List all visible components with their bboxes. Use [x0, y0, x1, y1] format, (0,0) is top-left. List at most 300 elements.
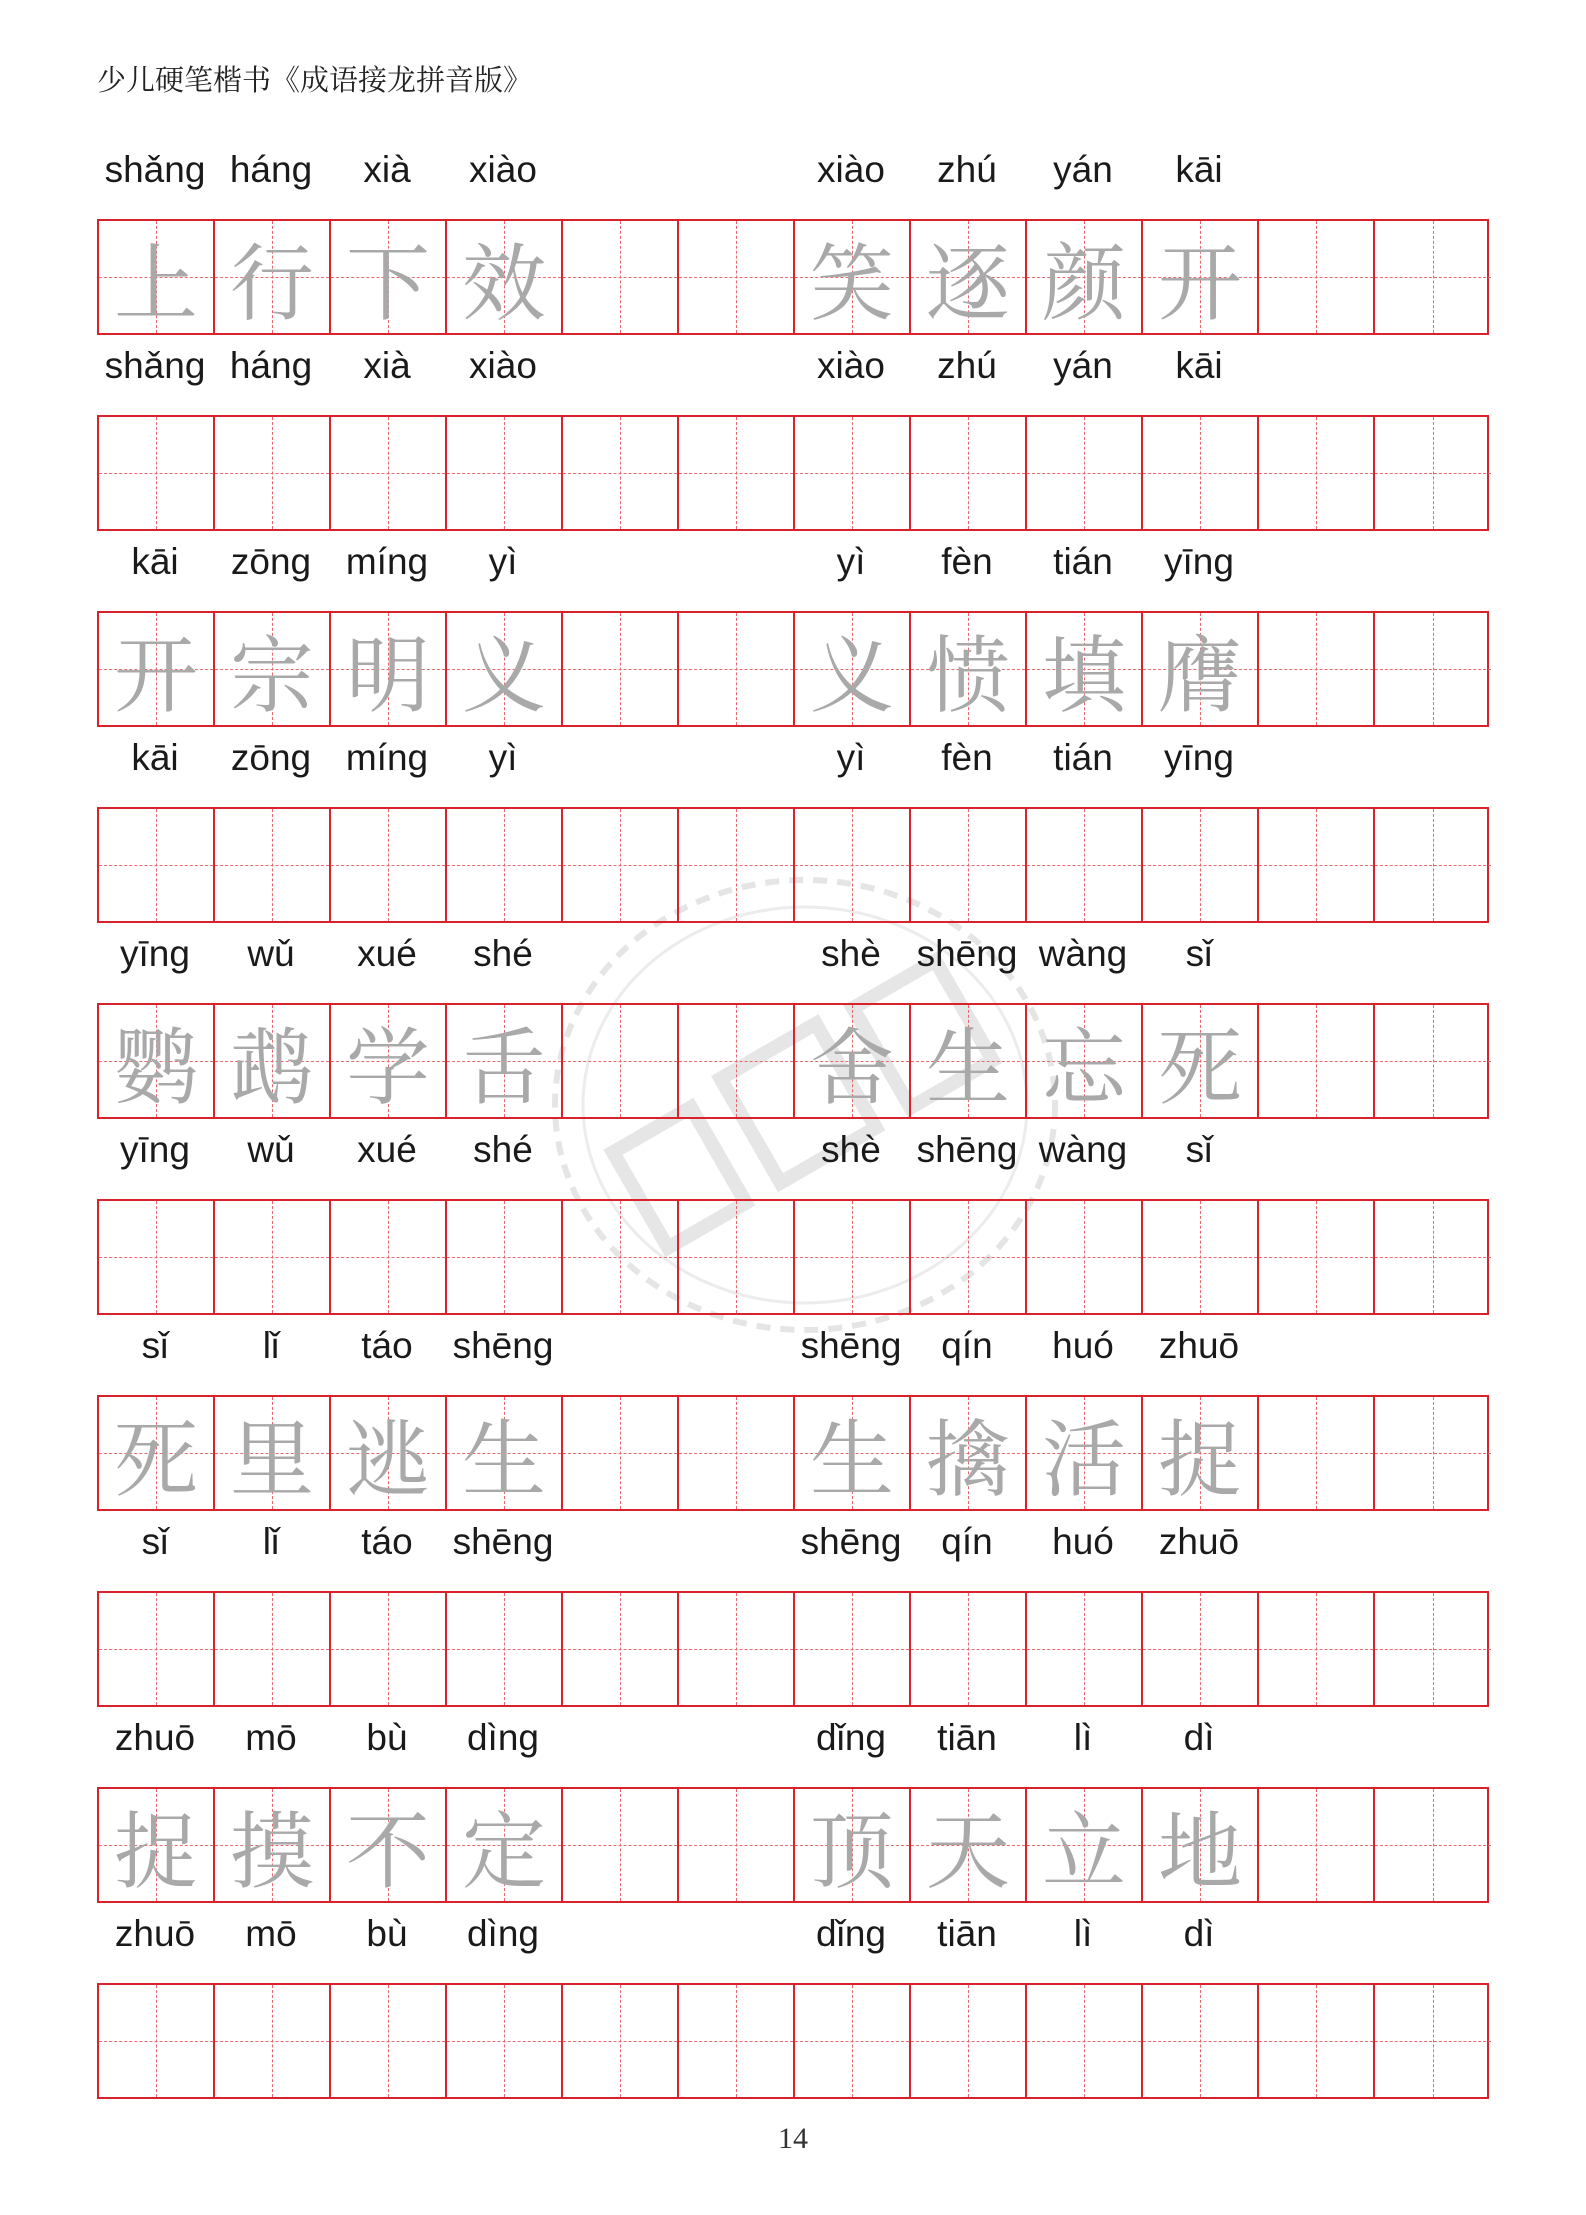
pinyin-syllable: kāi [131, 737, 179, 778]
writing-cell[interactable] [1027, 1397, 1143, 1509]
trace-character [679, 1005, 793, 1117]
pinyin-syllable: mō [245, 1913, 297, 1954]
writing-cell[interactable] [911, 1985, 1027, 2097]
writing-cell[interactable] [1259, 1789, 1375, 1901]
pinyin-syllable: shēng [452, 1521, 554, 1562]
writing-cell[interactable] [99, 417, 215, 529]
pinyin-syllable: yì [488, 737, 518, 778]
writing-cell[interactable] [1143, 417, 1259, 529]
trace-character [447, 417, 561, 529]
writing-cell[interactable] [795, 221, 911, 333]
writing-cell[interactable] [563, 613, 679, 725]
trace-character: 擒 [925, 1410, 1010, 1509]
pinyin-syllable: zhú [937, 149, 997, 190]
trace-character [1259, 1201, 1373, 1313]
writing-cell[interactable] [331, 417, 447, 529]
writing-cell[interactable] [447, 1005, 563, 1117]
trace-character [563, 1201, 677, 1313]
writing-cell[interactable] [795, 809, 911, 921]
writing-cell[interactable] [1027, 221, 1143, 333]
writing-cell[interactable] [215, 1397, 331, 1509]
trace-character: 顶 [809, 1802, 894, 1901]
pinyin-line [97, 336, 1489, 396]
tianzige-grid [97, 1787, 1489, 1903]
trace-character [795, 1593, 909, 1705]
trace-character [1259, 1985, 1373, 2097]
practice-row [97, 1708, 1489, 1904]
trace-character [1375, 1985, 1491, 2097]
trace-character [1143, 809, 1257, 921]
trace-character: 上 [113, 234, 198, 333]
pinyin-syllable: dì [1183, 1913, 1215, 1954]
pinyin-line [97, 532, 1489, 592]
writing-cell[interactable] [1027, 1201, 1143, 1313]
trace-character [911, 1201, 1025, 1313]
writing-cell[interactable] [1375, 1201, 1491, 1313]
writing-cell[interactable] [679, 1201, 795, 1313]
trace-character [679, 1397, 793, 1509]
pinyin-syllable: zhuō [1158, 1521, 1240, 1562]
pinyin-syllable: dǐng [816, 1913, 886, 1954]
trace-character [331, 1985, 445, 2097]
writing-cell[interactable] [99, 1985, 215, 2097]
pinyin-syllable: xiào [817, 345, 885, 386]
writing-cell[interactable] [679, 613, 795, 725]
writing-cell[interactable] [1259, 417, 1375, 529]
writing-cell[interactable] [99, 1201, 215, 1313]
writing-cell[interactable] [1259, 1005, 1375, 1117]
writing-cell[interactable] [563, 221, 679, 333]
trace-character [215, 1985, 329, 2097]
trace-character: 立 [1041, 1802, 1126, 1901]
trace-character: 下 [345, 234, 430, 333]
pinyin-syllable: shè [821, 933, 881, 974]
pinyin-syllable: qín [941, 1325, 993, 1366]
pinyin-syllable: zōng [230, 737, 312, 778]
trace-character [679, 1789, 793, 1901]
pinyin-syllable: yán [1053, 149, 1113, 190]
writing-cell[interactable] [1375, 1397, 1491, 1509]
trace-character [1027, 1985, 1141, 2097]
pinyin-syllable: tián [1053, 737, 1113, 778]
writing-cell[interactable] [215, 1005, 331, 1117]
writing-cell[interactable] [679, 1397, 795, 1509]
writing-cell[interactable] [99, 1789, 215, 1901]
pinyin-syllable: zōng [230, 541, 312, 582]
writing-cell[interactable] [1027, 1005, 1143, 1117]
trace-character: 明 [345, 626, 430, 725]
trace-character [679, 1593, 793, 1705]
writing-cell[interactable] [911, 1005, 1027, 1117]
trace-character: 逃 [345, 1410, 430, 1509]
trace-character: 颜 [1041, 234, 1126, 333]
writing-cell[interactable] [447, 221, 563, 333]
writing-cell[interactable] [911, 1201, 1027, 1313]
practice-row [97, 1904, 1489, 2100]
writing-cell[interactable] [447, 417, 563, 529]
trace-character [911, 809, 1025, 921]
writing-cell[interactable] [1259, 1593, 1375, 1705]
practice-row [97, 728, 1489, 924]
pinyin-syllable: lì [1073, 1717, 1093, 1758]
pinyin-syllable: lì [1073, 1913, 1093, 1954]
practice-row [97, 336, 1489, 532]
writing-cell[interactable] [1027, 1593, 1143, 1705]
trace-character: 宗 [229, 626, 314, 725]
writing-cell[interactable] [1143, 1985, 1259, 2097]
pinyin-syllable: kāi [1175, 149, 1223, 190]
writing-cell[interactable] [563, 1985, 679, 2097]
writing-cell[interactable] [1375, 809, 1491, 921]
writing-cell[interactable] [1375, 1005, 1491, 1117]
pinyin-syllable: yì [836, 737, 866, 778]
trace-character: 义 [461, 626, 546, 725]
pinyin-syllable: táo [361, 1325, 413, 1366]
trace-character [215, 417, 329, 529]
trace-character [331, 1593, 445, 1705]
trace-character [1259, 1593, 1373, 1705]
trace-character [215, 809, 329, 921]
writing-cell[interactable] [795, 1789, 911, 1901]
trace-character: 忘 [1041, 1018, 1126, 1117]
pinyin-syllable: yīng [120, 1129, 190, 1170]
pinyin-syllable: kāi [131, 541, 179, 582]
writing-cell[interactable] [911, 613, 1027, 725]
writing-cell[interactable] [331, 1005, 447, 1117]
trace-character: 鹦 [113, 1018, 198, 1117]
writing-cell[interactable] [1375, 1985, 1491, 2097]
trace-character: 义 [809, 626, 894, 725]
writing-cell[interactable] [563, 417, 679, 529]
pinyin-syllable: zhuō [114, 1717, 196, 1758]
pinyin-syllable: qín [941, 1521, 993, 1562]
tianzige-grid [97, 1983, 1489, 2099]
writing-cell[interactable] [679, 809, 795, 921]
writing-cell[interactable] [215, 1201, 331, 1313]
writing-cell[interactable] [795, 1201, 911, 1313]
pinyin-syllable: míng [345, 737, 429, 778]
writing-cell[interactable] [679, 1789, 795, 1901]
writing-cell[interactable] [1143, 1789, 1259, 1901]
writing-cell[interactable] [911, 1593, 1027, 1705]
pinyin-syllable: xià [363, 149, 411, 190]
pinyin-syllable: zhuō [114, 1913, 196, 1954]
trace-character: 死 [1157, 1018, 1242, 1117]
trace-character [1027, 1593, 1141, 1705]
trace-character [447, 1201, 561, 1313]
writing-cell[interactable] [1375, 1789, 1491, 1901]
writing-cell[interactable] [1143, 1593, 1259, 1705]
writing-cell[interactable] [1375, 613, 1491, 725]
trace-character [99, 1593, 213, 1705]
pinyin-syllable: shé [473, 933, 533, 974]
tianzige-grid [97, 1199, 1489, 1315]
trace-character: 开 [113, 626, 198, 725]
writing-cell[interactable] [215, 417, 331, 529]
writing-cell[interactable] [1259, 613, 1375, 725]
pinyin-syllable: sǐ [1185, 1129, 1213, 1170]
writing-cell[interactable] [1027, 1789, 1143, 1901]
writing-cell[interactable] [1375, 221, 1491, 333]
writing-cell[interactable] [99, 1397, 215, 1509]
pinyin-line [97, 140, 1489, 200]
trace-character [447, 809, 561, 921]
pinyin-line [97, 1708, 1489, 1768]
trace-character [563, 1789, 677, 1901]
writing-cell[interactable] [911, 417, 1027, 529]
writing-cell[interactable] [1259, 221, 1375, 333]
pinyin-syllable: sǐ [141, 1521, 169, 1562]
writing-cell[interactable] [911, 1789, 1027, 1901]
writing-cell[interactable] [99, 613, 215, 725]
writing-cell[interactable] [679, 1005, 795, 1117]
writing-cell[interactable] [1375, 417, 1491, 529]
trace-character: 效 [461, 234, 546, 333]
trace-character [1027, 1201, 1141, 1313]
writing-cell[interactable] [1027, 613, 1143, 725]
trace-character [1375, 1593, 1491, 1705]
pinyin-line [97, 1512, 1489, 1572]
pinyin-syllable: táo [361, 1521, 413, 1562]
practice-row [97, 1316, 1489, 1512]
trace-character [563, 809, 677, 921]
trace-character: 行 [229, 234, 314, 333]
writing-cell[interactable] [795, 1985, 911, 2097]
trace-character [563, 613, 677, 725]
page-number: 14 [778, 2122, 808, 2155]
writing-cell[interactable] [795, 417, 911, 529]
writing-cell[interactable] [679, 417, 795, 529]
writing-cell[interactable] [331, 1397, 447, 1509]
trace-character: 膺 [1157, 626, 1242, 725]
trace-character: 不 [345, 1802, 430, 1901]
trace-character [563, 1005, 677, 1117]
writing-cell[interactable] [679, 221, 795, 333]
writing-cell[interactable] [331, 221, 447, 333]
trace-character [563, 221, 677, 333]
trace-character [1259, 1397, 1373, 1509]
writing-cell[interactable] [1259, 1985, 1375, 2097]
trace-character [563, 1985, 677, 2097]
writing-cell[interactable] [911, 809, 1027, 921]
writing-cell[interactable] [447, 1593, 563, 1705]
writing-cell[interactable] [795, 613, 911, 725]
writing-cell[interactable] [447, 1985, 563, 2097]
writing-cell[interactable] [1259, 809, 1375, 921]
trace-character [331, 1201, 445, 1313]
pinyin-syllable: wàng [1038, 933, 1128, 974]
pinyin-syllable: tiān [937, 1717, 997, 1758]
writing-cell[interactable] [99, 1005, 215, 1117]
trace-character [1375, 1789, 1491, 1901]
pinyin-syllable: xiào [469, 149, 537, 190]
pinyin-syllable: shǎng [104, 345, 206, 386]
pinyin-syllable: lǐ [262, 1521, 280, 1562]
writing-cell[interactable] [795, 1005, 911, 1117]
trace-character [331, 417, 445, 529]
trace-character [1027, 417, 1141, 529]
writing-cell[interactable] [1259, 1201, 1375, 1313]
tianzige-grid [97, 415, 1489, 531]
trace-character [1375, 1005, 1491, 1117]
writing-cell[interactable] [563, 1593, 679, 1705]
writing-cell[interactable] [1143, 1397, 1259, 1509]
writing-cell[interactable] [563, 1789, 679, 1901]
pinyin-syllable: yīng [1164, 737, 1234, 778]
trace-character [1375, 809, 1491, 921]
trace-character [679, 417, 793, 529]
trace-character [679, 1201, 793, 1313]
pinyin-line [97, 1120, 1489, 1180]
trace-character [1259, 417, 1373, 529]
writing-cell[interactable] [679, 1985, 795, 2097]
trace-character [679, 809, 793, 921]
pinyin-syllable: bù [366, 1913, 408, 1954]
pinyin-syllable: shēng [800, 1521, 902, 1562]
pinyin-syllable: dì [1183, 1717, 1215, 1758]
trace-character: 开 [1157, 234, 1242, 333]
writing-cell[interactable] [215, 1985, 331, 2097]
writing-cell[interactable] [795, 1397, 911, 1509]
pinyin-syllable: zhú [937, 345, 997, 386]
trace-character: 笑 [809, 234, 894, 333]
pinyin-line [97, 924, 1489, 984]
writing-cell[interactable] [447, 1201, 563, 1313]
trace-character [99, 1201, 213, 1313]
tianzige-grid [97, 611, 1489, 727]
pinyin-line [97, 728, 1489, 788]
pinyin-syllable: sǐ [1185, 933, 1213, 974]
writing-cell[interactable] [563, 1201, 679, 1313]
trace-character [331, 809, 445, 921]
writing-cell[interactable] [215, 1593, 331, 1705]
tianzige-grid [97, 807, 1489, 923]
trace-character [99, 809, 213, 921]
trace-character [1143, 417, 1257, 529]
writing-cell[interactable] [1143, 1005, 1259, 1117]
writing-cell[interactable] [1027, 417, 1143, 529]
pinyin-syllable: yīng [120, 933, 190, 974]
pinyin-syllable: yán [1053, 345, 1113, 386]
writing-cell[interactable] [99, 221, 215, 333]
writing-cell[interactable] [331, 1789, 447, 1901]
trace-character [795, 1201, 909, 1313]
trace-character [679, 1985, 793, 2097]
pinyin-syllable: shēng [916, 933, 1018, 974]
trace-character [911, 1593, 1025, 1705]
trace-character: 摸 [229, 1802, 314, 1901]
pinyin-syllable: huó [1052, 1521, 1114, 1562]
pinyin-line [97, 1904, 1489, 1964]
writing-cell[interactable] [331, 809, 447, 921]
writing-cell[interactable] [679, 1593, 795, 1705]
writing-cell[interactable] [563, 1397, 679, 1509]
writing-cell[interactable] [1143, 1201, 1259, 1313]
trace-character [1375, 1201, 1491, 1313]
tianzige-grid [97, 1395, 1489, 1511]
trace-character [1143, 1593, 1257, 1705]
pinyin-syllable: shēng [800, 1325, 902, 1366]
trace-character: 逐 [925, 234, 1010, 333]
pinyin-syllable: shēng [916, 1129, 1018, 1170]
writing-cell[interactable] [1143, 613, 1259, 725]
writing-cell[interactable] [447, 613, 563, 725]
writing-cell[interactable] [1375, 1593, 1491, 1705]
pinyin-syllable: bù [366, 1717, 408, 1758]
writing-cell[interactable] [215, 1789, 331, 1901]
writing-cell[interactable] [447, 809, 563, 921]
pinyin-syllable: shè [821, 1129, 881, 1170]
trace-character [447, 1593, 561, 1705]
pinyin-syllable: yīng [1164, 541, 1234, 582]
trace-character [447, 1985, 561, 2097]
writing-cell[interactable] [99, 1593, 215, 1705]
pinyin-syllable: wǔ [247, 1129, 295, 1170]
writing-cell[interactable] [99, 809, 215, 921]
writing-cell[interactable] [795, 1593, 911, 1705]
trace-character: 鹉 [229, 1018, 314, 1117]
pinyin-syllable: tiān [937, 1913, 997, 1954]
trace-character [1259, 221, 1373, 333]
pinyin-syllable: dìng [466, 1913, 539, 1954]
trace-character: 愤 [925, 626, 1010, 725]
writing-cell[interactable] [1143, 809, 1259, 921]
tianzige-grid [97, 1003, 1489, 1119]
writing-cell[interactable] [447, 1789, 563, 1901]
practice-row [97, 924, 1489, 1120]
writing-cell[interactable] [331, 613, 447, 725]
writing-cell[interactable] [563, 809, 679, 921]
writing-cell[interactable] [331, 1201, 447, 1313]
writing-cell[interactable] [1259, 1397, 1375, 1509]
pinyin-syllable: xué [357, 1129, 417, 1170]
trace-character [795, 809, 909, 921]
writing-cell[interactable] [215, 613, 331, 725]
writing-cell[interactable] [563, 1005, 679, 1117]
tianzige-grid [97, 219, 1489, 335]
trace-character [215, 1593, 329, 1705]
writing-cell[interactable] [1027, 809, 1143, 921]
writing-cell[interactable] [447, 1397, 563, 1509]
writing-cell[interactable] [215, 809, 331, 921]
writing-cell[interactable] [331, 1985, 447, 2097]
writing-cell[interactable] [911, 221, 1027, 333]
pinyin-syllable: dìng [466, 1717, 539, 1758]
trace-character [1259, 1789, 1373, 1901]
trace-character [99, 417, 213, 529]
writing-cell[interactable] [911, 1397, 1027, 1509]
pinyin-syllable: lǐ [262, 1325, 280, 1366]
trace-character [1259, 613, 1373, 725]
writing-cell[interactable] [331, 1593, 447, 1705]
trace-character: 生 [925, 1018, 1010, 1117]
trace-character: 地 [1157, 1802, 1242, 1901]
pinyin-syllable: háng [229, 345, 313, 386]
writing-cell[interactable] [1143, 221, 1259, 333]
pinyin-syllable: wǔ [247, 933, 295, 974]
trace-character [563, 1397, 677, 1509]
writing-cell[interactable] [1027, 1985, 1143, 2097]
trace-character: 捉 [113, 1802, 198, 1901]
pinyin-syllable: zhuō [1158, 1325, 1240, 1366]
trace-character [1143, 1201, 1257, 1313]
writing-cell[interactable] [215, 221, 331, 333]
pinyin-line [97, 1316, 1489, 1376]
trace-character [1375, 417, 1491, 529]
trace-character [215, 1201, 329, 1313]
trace-character: 捉 [1157, 1410, 1242, 1509]
pinyin-syllable: shēng [452, 1325, 554, 1366]
